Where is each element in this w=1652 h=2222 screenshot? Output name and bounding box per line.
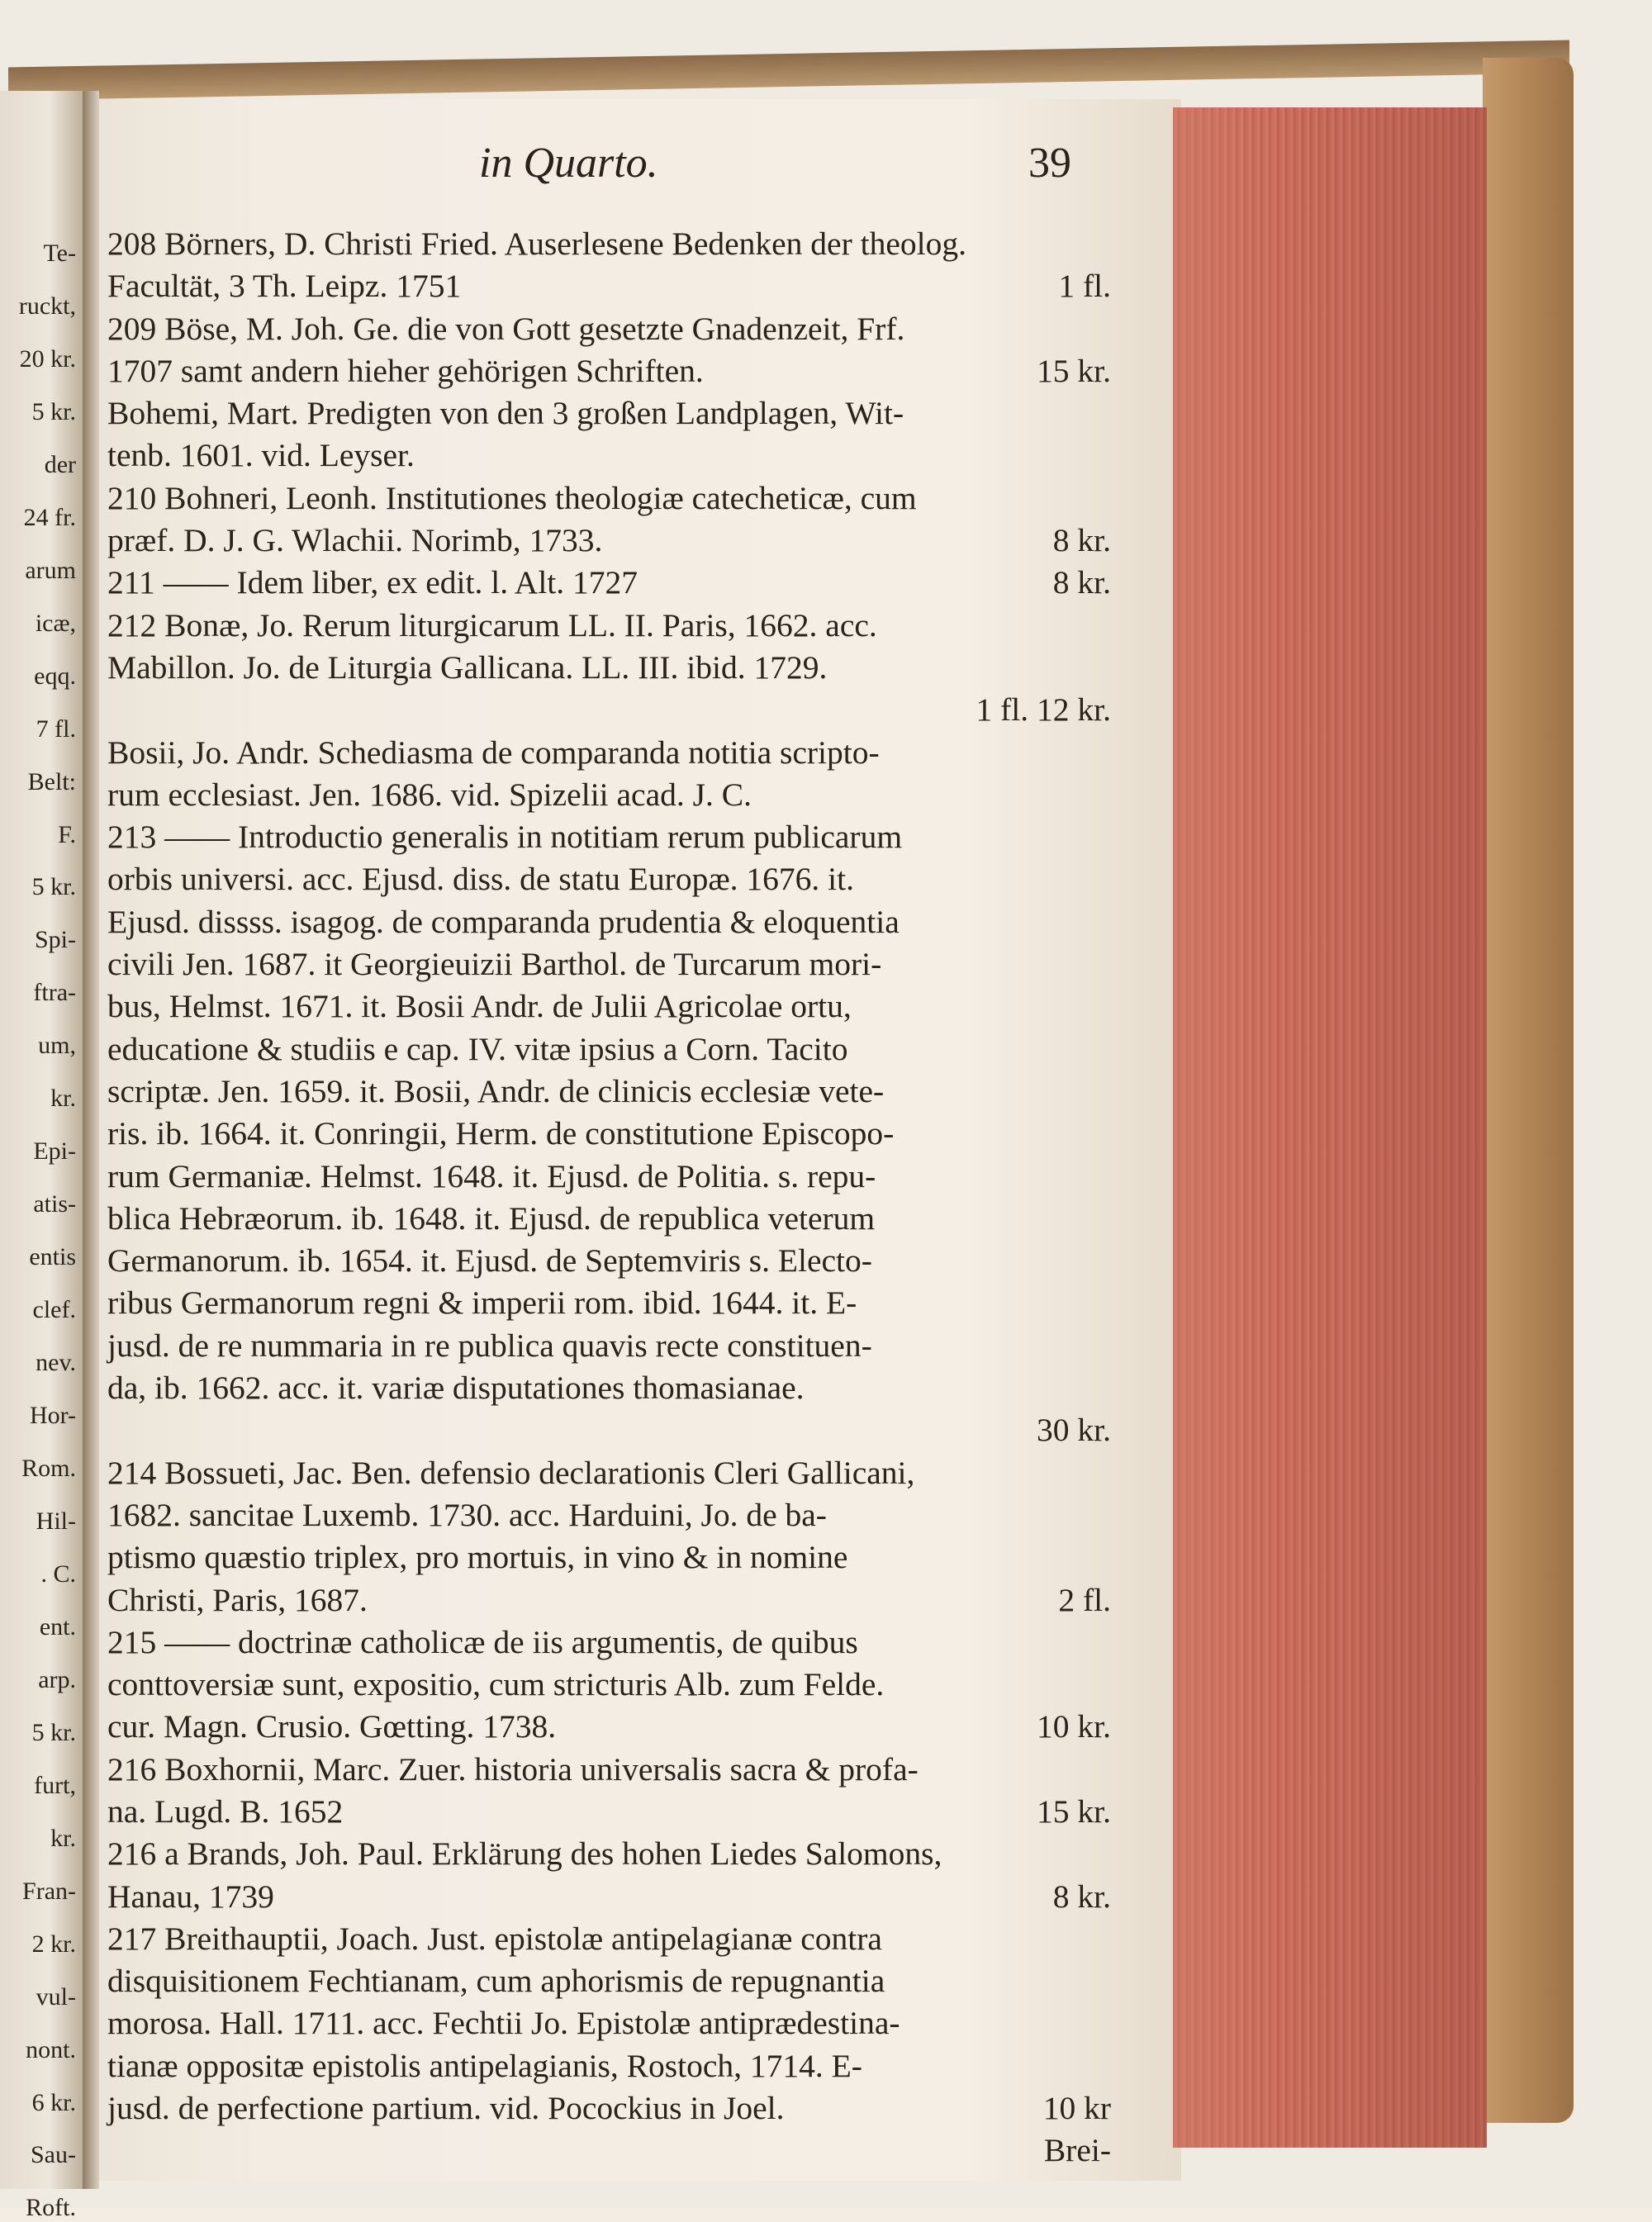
text-line (107, 1664, 1111, 1706)
line-text: disquisitionem Fechtianam, cum aphorismis de repugnantia (107, 1963, 885, 2000)
left-page-fragment: 5 kr. (31, 397, 76, 425)
text-line (107, 1494, 1111, 1536)
text-line (107, 901, 1111, 943)
left-page-fragment: F. (58, 820, 76, 848)
text-line (107, 1706, 1111, 1748)
line-text: rum ecclesiast. Jen. 1686. vid. Spizelii acad. J. C. (107, 776, 752, 813)
text-line (107, 985, 1111, 1028)
line-price (1094, 1833, 1111, 1875)
line-text: na. Lugd. B. 1652 (107, 1792, 344, 1830)
line-price: 8 kr. (1052, 522, 1111, 559)
left-page-edge (0, 91, 83, 2222)
text-line (107, 1325, 1111, 1367)
line-price: 1 fl. 12 kr. (976, 691, 1111, 729)
line-price (1094, 1198, 1111, 1240)
line-text: Ejusd. dissss. isagog. de comparanda prudentia & eloquentia (107, 903, 900, 940)
text-line (107, 1367, 1111, 1409)
line-price (1094, 1749, 1111, 1791)
line-price: 30 kr. (1037, 1412, 1111, 1449)
line-text: tenb. 1601. vid. Leyser. (107, 437, 415, 474)
text-line (107, 1409, 1111, 1451)
left-page-fragment: kr. (50, 1085, 76, 1113)
line-price: 10 kr (1042, 2090, 1111, 2127)
running-title: in Quarto. (479, 140, 658, 187)
left-page-fragment: 7 fl. (36, 715, 76, 743)
text-line (107, 520, 1111, 562)
line-price (1094, 1494, 1111, 1536)
catalog-entries (107, 223, 1111, 2172)
text-line (107, 1621, 1111, 1664)
line-text: Facultät, 3 Th. Leipz. 1751 (107, 268, 462, 305)
line-text: civili Jen. 1687. it Georgieuizii Barthol. de Turcarum mori- (107, 946, 882, 983)
text-line (107, 392, 1111, 434)
left-page-fragment: 5 kr. (31, 1718, 76, 1746)
text-line (107, 1198, 1111, 1240)
text-line (107, 2002, 1111, 2044)
line-price (1094, 1028, 1111, 1071)
line-price (1094, 1960, 1111, 2002)
line-text: tianæ oppositæ epistolis antipelagianis, Rostoch, 1714. E- (107, 2047, 862, 2084)
line-price: 10 kr. (1037, 1708, 1111, 1745)
left-page-fragment: Rom. (21, 1455, 76, 1483)
text-line (107, 1579, 1111, 1621)
line-text: 217 Breithauptii, Joach. Just. epistolæ antipelagianæ contra (107, 1920, 882, 1957)
text-line (107, 350, 1111, 392)
left-page-fragment: um, (38, 1032, 76, 1060)
line-price (1094, 901, 1111, 943)
left-page-fragment: arum (25, 556, 76, 584)
text-line (107, 477, 1111, 520)
line-text: conttoversiæ sunt, expositio, cum stricturis Alb. zum Felde. (107, 1666, 885, 1703)
line-text: 1707 samt andern hieher gehörigen Schriften. (107, 352, 704, 389)
left-page-fragment: Fran- (22, 1877, 76, 1905)
left-page-fragment: 24 fr. (23, 503, 76, 531)
book-gutter (83, 91, 99, 2189)
line-price: 2 fl. (1058, 1581, 1111, 1618)
line-price (1094, 858, 1111, 900)
line-text: ptismo quæstio triplex, pro mortuis, in vino & in nomine (107, 1539, 848, 1576)
left-page-fragment: nont. (26, 2035, 76, 2063)
left-page-fragment: Hor- (29, 1402, 76, 1430)
text-line (107, 562, 1111, 604)
line-text: educatione & studiis e cap. IV. vitæ ipsius a Corn. Tacito (107, 1030, 848, 1067)
line-price (1094, 816, 1111, 858)
line-price (1094, 2045, 1111, 2087)
left-page-fragment: Te- (43, 240, 76, 267)
line-price: 8 kr. (1052, 1878, 1111, 1915)
page-number: 39 (1028, 140, 1071, 187)
line-text: 211 —— Idem liber, ex edit. l. Alt. 1727 (107, 564, 638, 601)
line-text: Bosii, Jo. Andr. Schediasma de comparanda notitia scripto- (107, 734, 880, 771)
left-page-fragment: kr. (50, 1824, 76, 1852)
text-line (107, 2087, 1111, 2129)
left-page-fragment: vul- (36, 1982, 76, 2011)
left-page-fragment: nev. (36, 1349, 76, 1377)
line-price: 1 fl. (1058, 268, 1111, 305)
line-text: 213 —— Introductio generalis in notitiam rerum publicarum (107, 819, 903, 856)
line-text: ris. ib. 1664. it. Conringii, Herm. de constitutione Episcopo- (107, 1115, 895, 1152)
text-line (107, 2045, 1111, 2087)
text-line (107, 1156, 1111, 1198)
line-price (1094, 985, 1111, 1028)
left-page-fragment: icæ, (35, 609, 76, 637)
left-page-fragment: 6 kr. (31, 2088, 76, 2116)
text-line (107, 1536, 1111, 1579)
text-line (107, 1833, 1111, 1875)
left-page-fragment: ftra- (33, 979, 76, 1007)
line-text: Germanorum. ib. 1654. it. Ejusd. de Septemviris s. Electo- (107, 1242, 872, 1280)
page-edge-shading (1173, 107, 1487, 2148)
line-text: 215 —— doctrinæ catholicæ de iis argumentis, de quibus (107, 1623, 858, 1660)
line-text: 212 Bonæ, Jo. Rerum liturgicarum LL. II. Paris, 1662. acc. (107, 606, 877, 643)
text-line (107, 2129, 1111, 2172)
line-text: orbis universi. acc. Ejusd. diss. de statu Europæ. 1676. it. (107, 861, 855, 898)
text-line (107, 816, 1111, 858)
line-text: blica Hebræorum. ib. 1648. it. Ejusd. de republica veterum (107, 1199, 876, 1237)
left-page-fragment: eqq. (34, 662, 76, 690)
left-page-fragment: Roft. (26, 2194, 76, 2222)
left-page-fragment: arp. (38, 1665, 76, 1693)
line-price (1094, 1282, 1111, 1324)
line-price (1094, 647, 1111, 689)
text-line (107, 647, 1111, 689)
text-line (107, 1960, 1111, 2002)
left-page-fragment: 2 kr. (31, 1930, 76, 1958)
text-line (107, 1113, 1111, 1155)
text-line (107, 943, 1111, 985)
line-price (1094, 392, 1111, 434)
line-text: 208 Börners, D. Christi Fried. Auserlesene Bedenken der theolog. (107, 226, 966, 262)
line-price (1094, 605, 1111, 647)
line-text: 216 Boxhornii, Marc. Zuer. historia universalis sacra & profa- (107, 1750, 919, 1788)
text-line (107, 689, 1111, 731)
text-line (107, 1071, 1111, 1113)
line-text: jusd. de re nummaria in re publica quavis recte constituen- (107, 1327, 872, 1364)
line-text: 209 Böse, M. Joh. Ge. die von Gott gesetzte Gnadenzeit, Frf. (107, 310, 905, 347)
left-page-fragment: Hil- (36, 1507, 76, 1535)
line-price (1094, 1071, 1111, 1113)
line-text: jusd. de perfectione partium. vid. Pocockius in Joel. (107, 2090, 785, 2127)
line-text: ribus Germanorum regni & imperii rom. ibid. 1644. it. E- (107, 1284, 857, 1322)
line-price (1094, 1536, 1111, 1579)
line-price (1094, 434, 1111, 477)
left-page-fragment: entis (29, 1243, 76, 1271)
left-page-fragment: Epi- (33, 1137, 76, 1166)
line-price (1094, 1240, 1111, 1282)
left-page-fragment: furt, (34, 1771, 76, 1799)
line-text: 216 a Brands, Joh. Paul. Erklärung des hohen Liedes Salomons, (107, 1835, 942, 1873)
line-price: 15 kr. (1037, 1792, 1111, 1830)
line-price: 8 kr. (1052, 564, 1111, 601)
line-price (1094, 943, 1111, 985)
text-line (107, 1452, 1111, 1494)
left-page-fragment: . C. (40, 1560, 76, 1588)
line-text: 210 Bohneri, Leonh. Institutiones theologiæ catecheticæ, cum (107, 479, 917, 516)
line-text: cur. Magn. Crusio. Gœtting. 1738. (107, 1708, 557, 1745)
line-text: bus, Helmst. 1671. it. Bosii Andr. de Julii Agricolae ortu, (107, 988, 852, 1025)
text-line (107, 1749, 1111, 1791)
line-text: da, ib. 1662. acc. it. variæ disputationes thomasianae. (107, 1370, 805, 1407)
left-page-fragment: 5 kr. (31, 873, 76, 901)
line-text: Christi, Paris, 1687. (107, 1581, 368, 1618)
line-price (1094, 1113, 1111, 1155)
page-header (99, 139, 1181, 197)
left-page-fragment: Belt: (27, 767, 76, 795)
line-price (1094, 308, 1111, 350)
book-cover-side (1483, 58, 1574, 2123)
line-price (1094, 1452, 1111, 1494)
text-line (107, 1240, 1111, 1282)
text-line (107, 308, 1111, 350)
line-text: Bohemi, Mart. Predigten von den 3 großen Landplagen, Wit- (107, 395, 904, 432)
left-page-fragment: clef. (32, 1296, 76, 1324)
text-line (107, 265, 1111, 307)
left-page-fragment: ruckt, (18, 292, 76, 320)
left-page-fragment: Sau- (31, 2141, 76, 2169)
text-line (107, 732, 1111, 774)
line-price: 15 kr. (1037, 352, 1111, 389)
line-price (1094, 1367, 1111, 1409)
line-text: morosa. Hall. 1711. acc. Fechtii Jo. Epistolæ antiprædestina- (107, 2005, 900, 2042)
text-line (107, 434, 1111, 477)
text-line (107, 1876, 1111, 1918)
line-price (1094, 774, 1111, 816)
text-line (107, 1791, 1111, 1833)
line-text: rum Germaniæ. Helmst. 1648. it. Ejusd. de Politia. s. repu- (107, 1157, 876, 1194)
text-line (107, 1918, 1111, 1960)
line-price (1094, 1621, 1111, 1664)
line-price (1094, 1156, 1111, 1198)
line-text: Mabillon. Jo. de Liturgia Gallicana. LL. III. ibid. 1729. (107, 648, 828, 686)
line-price (1094, 1325, 1111, 1367)
line-text: scriptæ. Jen. 1659. it. Bosii, Andr. de clinicis ecclesiæ vete- (107, 1072, 885, 1109)
text-line (107, 605, 1111, 647)
line-text: 214 Bossueti, Jac. Ben. defensio declarationis Cleri Gallicani, (107, 1454, 915, 1491)
line-text: præf. D. J. G. Wlachii. Norimb, 1733. (107, 522, 603, 559)
text-line (107, 1282, 1111, 1324)
left-page-fragment: 20 kr. (19, 344, 76, 373)
left-page-fragment: der (44, 450, 76, 478)
line-price (1094, 2002, 1111, 2044)
text-line (107, 1028, 1111, 1071)
left-page-fragment: ent. (39, 1612, 76, 1640)
line-text: Hanau, 1739 (107, 1878, 274, 1915)
line-price (1094, 477, 1111, 520)
left-page-fragment: atis- (33, 1190, 76, 1218)
left-page-fragment: Spi- (34, 926, 76, 954)
line-price (1094, 223, 1111, 265)
line-text: 1682. sancitae Luxemb. 1730. acc. Harduini, Jo. de ba- (107, 1496, 827, 1533)
line-price (1094, 732, 1111, 774)
line-price: Brei- (1043, 2132, 1111, 2169)
line-price (1094, 1918, 1111, 1960)
text-line (107, 858, 1111, 900)
line-price (1094, 1664, 1111, 1706)
text-line (107, 774, 1111, 816)
text-line (107, 223, 1111, 265)
